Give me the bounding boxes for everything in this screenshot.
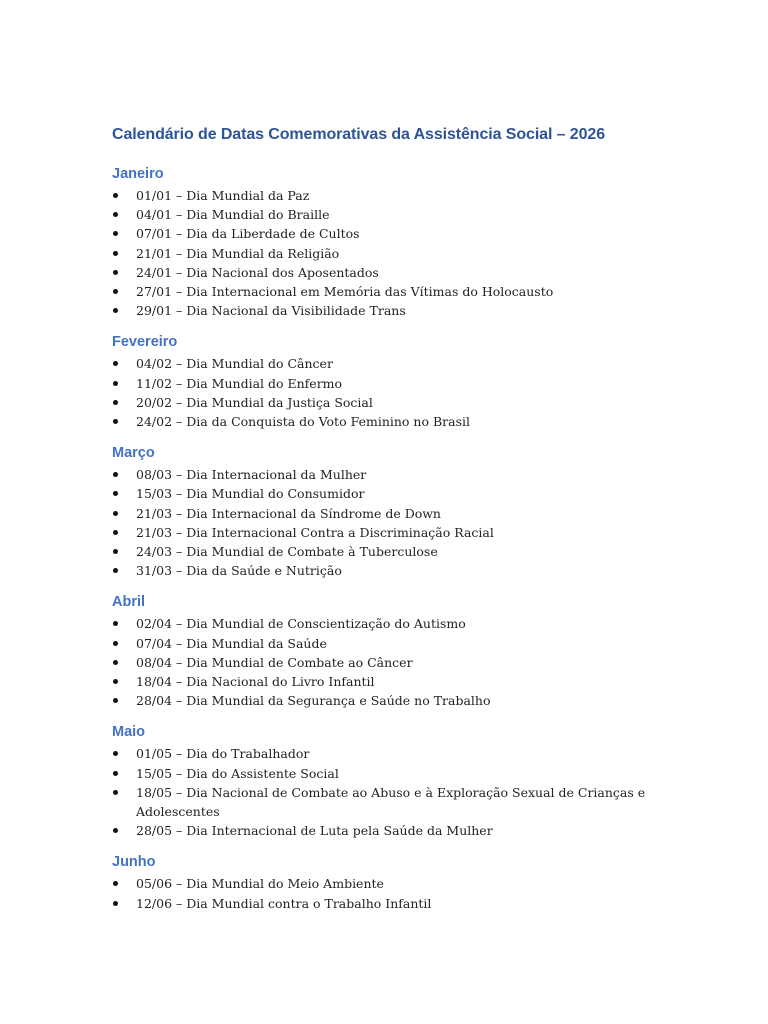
bullet-icon bbox=[113, 549, 118, 554]
bullet-icon bbox=[113, 400, 118, 405]
list-item bbox=[112, 504, 712, 523]
bullet-icon bbox=[113, 641, 118, 646]
bullet-icon bbox=[113, 212, 118, 217]
event-text: 31/03 – Dia da Saúde e Nutrição bbox=[136, 563, 342, 579]
list-item bbox=[112, 542, 712, 561]
list-item bbox=[112, 244, 712, 263]
month-section bbox=[112, 592, 712, 710]
bullet-icon bbox=[113, 511, 118, 516]
event-text: 15/05 – Dia do Assistente Social bbox=[136, 765, 339, 781]
event-list bbox=[112, 186, 712, 320]
document-page bbox=[112, 124, 712, 925]
list-item bbox=[112, 465, 712, 484]
event-text: 07/04 – Dia Mundial da Saúde bbox=[136, 635, 327, 651]
bullet-icon bbox=[113, 361, 118, 366]
list-item bbox=[112, 764, 712, 783]
list-item bbox=[112, 224, 712, 243]
bullet-icon bbox=[113, 472, 118, 477]
month-heading: Abril bbox=[112, 594, 146, 611]
list-item bbox=[112, 301, 712, 320]
list-item bbox=[112, 672, 712, 691]
month-heading: Maio bbox=[112, 724, 146, 741]
list-item bbox=[112, 561, 712, 580]
document-title: Calendário de Datas Comemorativas da Assistência Social – 2026 bbox=[112, 126, 605, 143]
event-text: 12/06 – Dia Mundial contra o Trabalho Infantil bbox=[136, 895, 432, 911]
event-text: 24/02 – Dia da Conquista do Voto Feminino no Brasil bbox=[136, 414, 470, 430]
list-item bbox=[112, 484, 712, 503]
event-text: 28/05 – Dia Internacional de Luta pela Saúde da Mulher bbox=[136, 823, 493, 839]
month-section bbox=[112, 443, 712, 580]
bullet-icon bbox=[113, 289, 118, 294]
event-text: 28/04 – Dia Mundial da Segurança e Saúde no Trabalho bbox=[136, 693, 491, 709]
list-item bbox=[112, 282, 712, 301]
list-item bbox=[112, 523, 712, 542]
bullet-icon bbox=[113, 828, 118, 833]
event-text: 24/03 – Dia Mundial de Combate à Tuberculose bbox=[136, 544, 438, 560]
event-text: 05/06 – Dia Mundial do Meio Ambiente bbox=[136, 876, 384, 892]
list-item bbox=[112, 614, 712, 633]
event-text: 04/01 – Dia Mundial do Braille bbox=[136, 207, 330, 223]
bullet-icon bbox=[113, 901, 118, 906]
bullet-icon bbox=[113, 621, 118, 626]
month-heading: Junho bbox=[112, 854, 156, 871]
list-item bbox=[112, 874, 712, 893]
month-section bbox=[112, 722, 712, 840]
list-item bbox=[112, 393, 712, 412]
list-item bbox=[112, 263, 712, 282]
event-list bbox=[112, 614, 712, 710]
month-section bbox=[112, 852, 712, 912]
bullet-icon bbox=[113, 660, 118, 665]
list-item bbox=[112, 653, 712, 672]
bullet-icon bbox=[113, 270, 118, 275]
month-section bbox=[112, 332, 712, 431]
list-item bbox=[112, 186, 712, 205]
event-text: 21/01 – Dia Mundial da Religião bbox=[136, 245, 340, 261]
bullet-icon bbox=[113, 790, 118, 795]
event-list bbox=[112, 744, 712, 840]
event-list bbox=[112, 354, 712, 431]
list-item bbox=[112, 634, 712, 653]
event-list bbox=[112, 465, 712, 580]
months-container bbox=[112, 164, 712, 913]
event-text: 27/01 – Dia Internacional em Memória das Vítimas do Holocausto bbox=[136, 284, 554, 300]
bullet-icon bbox=[113, 568, 118, 573]
event-text: 24/01 – Dia Nacional dos Aposentados bbox=[136, 264, 379, 280]
bullet-icon bbox=[113, 491, 118, 496]
bullet-icon bbox=[113, 193, 118, 198]
bullet-icon bbox=[113, 679, 118, 684]
month-heading: Fevereiro bbox=[112, 334, 178, 351]
event-text: 01/05 – Dia do Trabalhador bbox=[136, 746, 310, 762]
bullet-icon bbox=[113, 530, 118, 535]
month-heading: Março bbox=[112, 445, 155, 462]
list-item bbox=[112, 374, 712, 393]
bullet-icon bbox=[113, 231, 118, 236]
bullet-icon bbox=[113, 308, 118, 313]
list-item bbox=[112, 205, 712, 224]
list-item bbox=[112, 354, 712, 373]
list-item bbox=[112, 821, 712, 840]
bullet-icon bbox=[113, 381, 118, 386]
bullet-icon bbox=[113, 881, 118, 886]
event-text: 08/03 – Dia Internacional da Mulher bbox=[136, 467, 367, 483]
event-text: 18/04 – Dia Nacional do Livro Infantil bbox=[136, 674, 375, 690]
event-text: 21/03 – Dia Internacional Contra a Discriminação Racial bbox=[136, 524, 494, 540]
event-text: 01/01 – Dia Mundial da Paz bbox=[136, 188, 310, 203]
bullet-icon bbox=[113, 419, 118, 424]
list-item bbox=[112, 744, 712, 763]
month-section bbox=[112, 164, 712, 320]
event-text: 02/04 – Dia Mundial de Conscientização do Autismo bbox=[136, 616, 466, 632]
event-text: 20/02 – Dia Mundial da Justiça Social bbox=[136, 394, 373, 410]
bullet-icon bbox=[113, 698, 118, 703]
event-text: 18/05 – Dia Nacional de Combate ao Abuso e à Exploração Sexual de Crianças e Adolescentes bbox=[136, 784, 646, 820]
event-text: 07/01 – Dia da Liberdade de Cultos bbox=[136, 226, 360, 242]
bullet-icon bbox=[113, 751, 118, 756]
list-item bbox=[112, 691, 712, 710]
event-text: 11/02 – Dia Mundial do Enfermo bbox=[136, 375, 343, 391]
event-text: 29/01 – Dia Nacional da Visibilidade Trans bbox=[136, 303, 406, 319]
event-text: 21/03 – Dia Internacional da Síndrome de Down bbox=[136, 505, 441, 521]
bullet-icon bbox=[113, 771, 118, 776]
event-text: 15/03 – Dia Mundial do Consumidor bbox=[136, 486, 365, 502]
event-list bbox=[112, 874, 712, 912]
list-item bbox=[112, 412, 712, 431]
month-heading: Janeiro bbox=[112, 166, 164, 182]
event-text: 04/02 – Dia Mundial do Câncer bbox=[136, 356, 333, 372]
list-item bbox=[112, 783, 712, 821]
event-text: 08/04 – Dia Mundial de Combate ao Câncer bbox=[136, 654, 413, 670]
list-item bbox=[112, 894, 712, 913]
bullet-icon bbox=[113, 251, 118, 256]
